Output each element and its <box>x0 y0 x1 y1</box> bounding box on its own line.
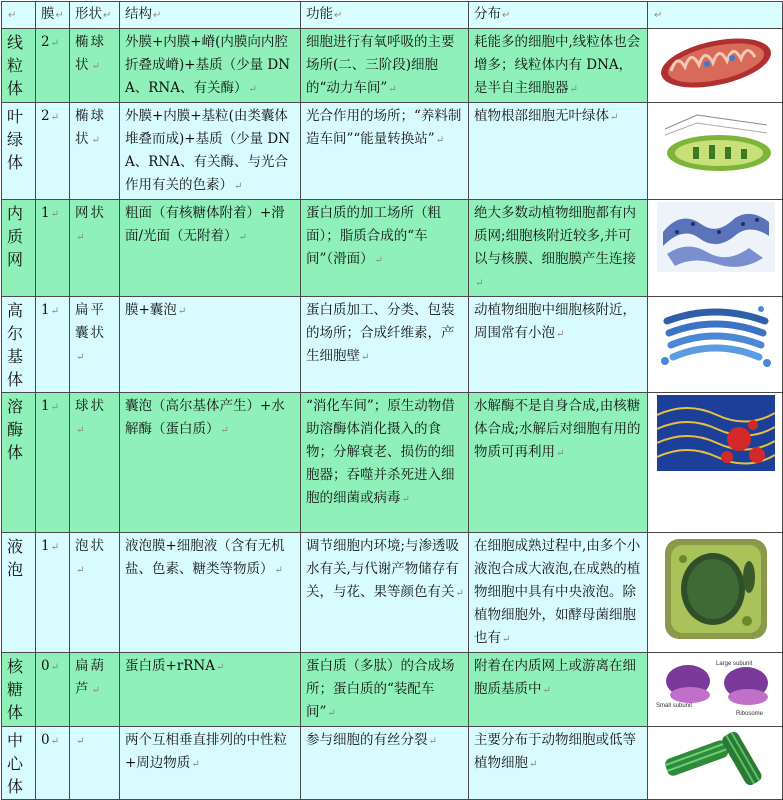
organelle-shape: 泡状↵ <box>70 533 120 653</box>
organelle-distribution: 动植物细胞中细胞核附近，周围常有小泡↵ <box>469 297 648 393</box>
membrane-count: 1↵ <box>36 533 70 653</box>
membrane-count: 1↵ <box>36 297 70 393</box>
organelle-distribution: 耗能多的细胞中,线粒体也会增多；线粒体内有 DNA，是半自主细胞器↵ <box>469 29 648 103</box>
table-row <box>2 200 783 297</box>
organelle-name: 内质网 <box>2 200 36 297</box>
organelle-distribution: 植物根部细胞无叶绿体↵ <box>469 103 648 200</box>
membrane-count: 0↵ <box>36 727 70 800</box>
small-subunit-label: Small subunit <box>655 703 692 709</box>
organelle-structure: 粗面（有核糖体附着）+滑面/光面（无附着）↵ <box>120 200 301 297</box>
table-row <box>2 29 783 103</box>
organelle-function: 光合作用的场所；“养料制造车间”“能量转换站”↵ <box>301 103 469 200</box>
organelle-function: 蛋白质（多肽）的合成场所；蛋白质的“装配车间”↵ <box>301 653 469 727</box>
table-row <box>2 653 783 727</box>
membrane-count: 2↵ <box>36 103 70 200</box>
organelle-function: “消化车间”；原生动物借助溶酶体消化摄入的食物；分解衰老、损伤的细胞器；吞噬并杀死进入细胞的细菌或病毒↵ <box>301 393 469 533</box>
organelle-table <box>1 1 783 800</box>
header-image: ↵ <box>648 2 783 29</box>
organelle-function: 调节细胞内环境;与渗透吸水有关,与代谢产物储存有关，与花、果等颜色有关↵ <box>301 533 469 653</box>
organelle-distribution: 主要分布于动物细胞或低等植物细胞↵ <box>469 727 648 800</box>
table-row <box>2 393 783 533</box>
organelle-structure: 外膜+内膜+基粒(由类囊体堆叠而成)+基质（少量 DNA、RNA、有关酶、与光合作用有关的色素）↵ <box>120 103 301 200</box>
endoplasmic-reticulum-image <box>648 200 783 297</box>
vacuole-image <box>648 533 783 653</box>
organelle-name: 线粒体 <box>2 29 36 103</box>
table-row <box>2 727 783 800</box>
organelle-function: 蛋白质加工、分类、包装的场所；合成纤维素，产生细胞壁↵ <box>301 297 469 393</box>
organelle-name: 液泡 <box>2 533 36 653</box>
ribosome-label: Ribosome <box>735 711 763 717</box>
organelle-structure: 囊泡（高尔基体产生）+水解酶（蛋白质）↵ <box>120 393 301 533</box>
organelle-shape: ↵ <box>70 727 120 800</box>
header-distribution: 分布↵ <box>469 2 648 29</box>
golgi-apparatus-image <box>648 297 783 393</box>
membrane-count: 1↵ <box>36 200 70 297</box>
mitochondrion-image <box>648 29 783 103</box>
organelle-structure: 外膜+内膜+嵴(内膜向内腔折叠成嵴)+基质（少量 DNA、RNA、有关酶）↵ <box>120 29 301 103</box>
organelle-distribution: 附着在内质网上或游离在细胞质基质中↵ <box>469 653 648 727</box>
organelle-structure: 蛋白质+rRNA↵ <box>120 653 301 727</box>
organelle-distribution: 绝大多数动植物细胞都有内质网;细胞核附近较多,并可以与核膜、细胞膜产生连接↵ <box>469 200 648 297</box>
organelle-distribution: 在细胞成熟过程中,由多个小液泡合成大液泡,在成熟的植物细胞中具有中央液泡。除植物细胞外，如酵母菌细胞也有↵ <box>469 533 648 653</box>
table-row <box>2 103 783 200</box>
table-row <box>2 297 783 393</box>
organelle-name: 溶酶体 <box>2 393 36 533</box>
organelle-function: 参与细胞的有丝分裂↵ <box>301 727 469 800</box>
table-row <box>2 533 783 653</box>
organelle-name: 核糖体 <box>2 653 36 727</box>
membrane-count: 1↵ <box>36 393 70 533</box>
header-membrane: 膜↵ <box>36 2 70 29</box>
header-name: ↵ <box>2 2 36 29</box>
organelle-function: 细胞进行有氧呼吸的主要场所(二、三阶段)细胞的“动力车间”↵ <box>301 29 469 103</box>
organelle-structure: 液泡膜+细胞液（含有无机盐、色素、糖类等物质）↵ <box>120 533 301 653</box>
chloroplast-image <box>648 103 783 200</box>
organelle-shape: 网状↵ <box>70 200 120 297</box>
centrosome-image <box>648 727 783 800</box>
organelle-structure: 两个互相垂直排列的中性粒+周边物质↵ <box>120 727 301 800</box>
organelle-shape: 扁平囊状↵ <box>70 297 120 393</box>
organelle-name: 中心体 <box>2 727 36 800</box>
organelle-distribution: 水解酶不是自身合成,由核糖体合成;水解后对细胞有用的物质可再利用↵ <box>469 393 648 533</box>
header-row <box>2 2 783 29</box>
large-subunit-label: Large subunit <box>715 661 752 667</box>
organelle-shape: 椭球状↵ <box>70 29 120 103</box>
header-shape: 形状↵ <box>70 2 120 29</box>
organelle-shape: 椭球状↵ <box>70 103 120 200</box>
ribosome-image <box>648 653 783 727</box>
membrane-count: 2↵ <box>36 29 70 103</box>
organelle-structure: 膜+囊泡↵ <box>120 297 301 393</box>
membrane-count: 0↵ <box>36 653 70 727</box>
organelle-name: 叶绿体 <box>2 103 36 200</box>
organelle-shape: 球状↵ <box>70 393 120 533</box>
header-function: 功能↵ <box>301 2 469 29</box>
organelle-shape: 扁葫芦↵ <box>70 653 120 727</box>
organelle-function: 蛋白质的加工场所（粗面）；脂质合成的“车间”（滑面）↵ <box>301 200 469 297</box>
lysosome-image <box>648 393 783 533</box>
header-structure: 结构↵ <box>120 2 301 29</box>
organelle-name: 高尔基体 <box>2 297 36 393</box>
